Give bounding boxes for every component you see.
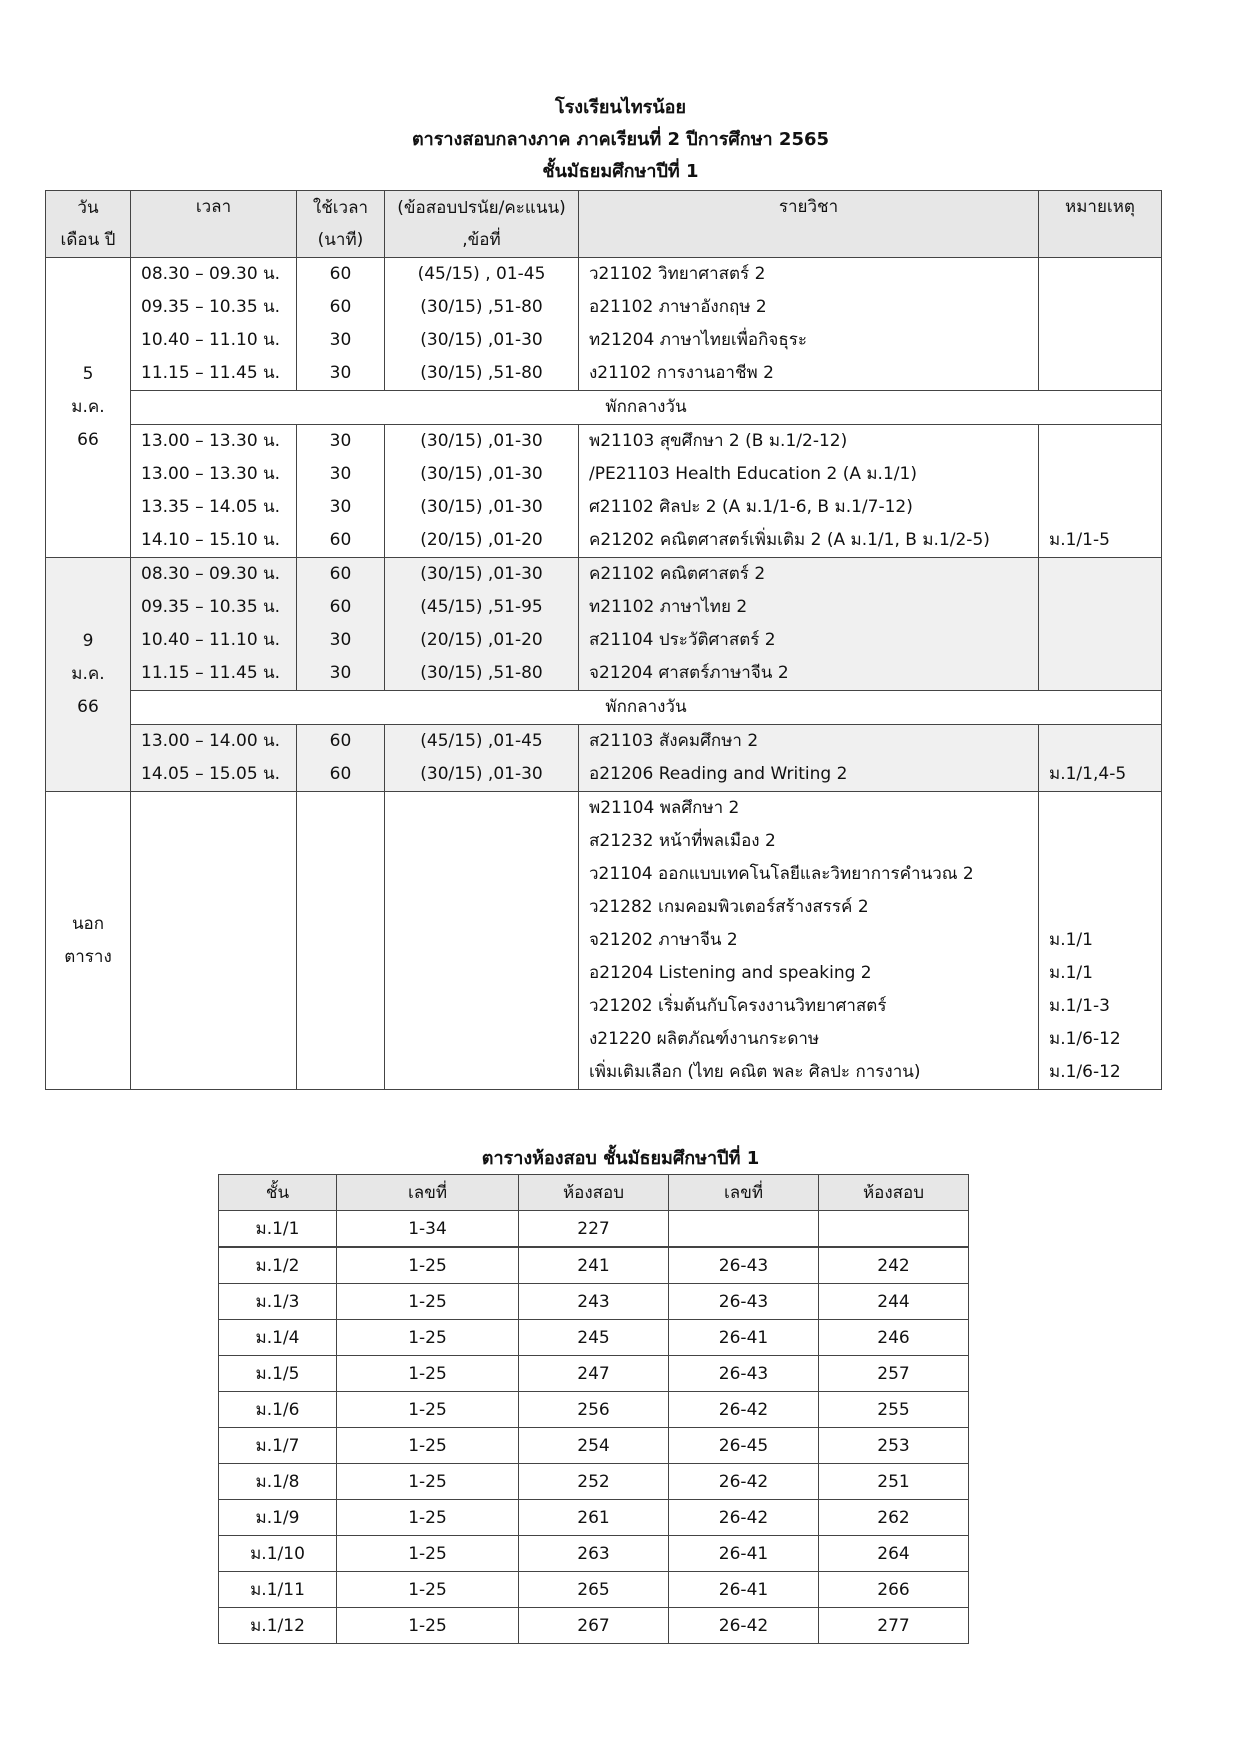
room-number-range-1: 1-34 bbox=[337, 1211, 519, 1248]
outside-note: ม.1/6-12 bbox=[1039, 1023, 1162, 1056]
room-number-range-1: 1-25 bbox=[337, 1284, 519, 1320]
exam-time: 11.15 – 11.45 น. bbox=[131, 657, 297, 691]
room-number-range-2: 26-45 bbox=[669, 1428, 819, 1464]
exam-time: 13.00 – 13.30 น. bbox=[131, 425, 297, 459]
exam-time: 08.30 – 09.30 น. bbox=[131, 558, 297, 592]
exam-note bbox=[1039, 725, 1162, 759]
outside-subject: ว21202 เริ่มต้นกับโครงงานวิทยาศาสตร์ bbox=[579, 990, 1039, 1023]
room-row bbox=[219, 1284, 969, 1320]
exam-room-table bbox=[218, 1174, 969, 1644]
room-class: ม.1/8 bbox=[219, 1464, 337, 1500]
exam-note bbox=[1039, 357, 1162, 391]
exam-row bbox=[46, 458, 1162, 491]
room-exam-room-2: 251 bbox=[819, 1464, 969, 1500]
exam-items: (45/15) , 01-45 bbox=[385, 258, 579, 292]
exam-subject: อ21206 Reading and Writing 2 bbox=[579, 758, 1039, 792]
room-exam-room-1: 252 bbox=[519, 1464, 669, 1500]
room-class: ม.1/4 bbox=[219, 1320, 337, 1356]
exam-note bbox=[1039, 558, 1162, 592]
outside-subject: ง21220 ผลิตภัณฑ์งานกระดาษ bbox=[579, 1023, 1039, 1056]
room-class: ม.1/10 bbox=[219, 1536, 337, 1572]
exam-time: 11.15 – 11.45 น. bbox=[131, 357, 297, 391]
exam-duration: 30 bbox=[297, 357, 385, 391]
outside-note bbox=[1039, 825, 1162, 858]
exam-row bbox=[46, 258, 1162, 292]
exam-items: (30/15) ,01-30 bbox=[385, 558, 579, 592]
exam-items: (30/15) ,51-80 bbox=[385, 291, 579, 324]
room-number-range-1: 1-25 bbox=[337, 1572, 519, 1608]
room-exam-room-2: 244 bbox=[819, 1284, 969, 1320]
exam-row bbox=[46, 758, 1162, 792]
room-number-range-1: 1-25 bbox=[337, 1464, 519, 1500]
room-exam-room-2: 253 bbox=[819, 1428, 969, 1464]
room-row bbox=[219, 1356, 969, 1392]
exam-subject: /PE21103 Health Education 2 (A ม.1/1) bbox=[579, 458, 1039, 491]
outside-label-1: นอก bbox=[71, 913, 105, 934]
room-number-range-1: 1-25 bbox=[337, 1392, 519, 1428]
room-row bbox=[219, 1428, 969, 1464]
room-row bbox=[219, 1464, 969, 1500]
room-table-title: ตารางห้องสอบ ชั้นมัธยมศึกษาปีที่ 1 bbox=[481, 1148, 760, 1169]
room-header-cell: เลขที่ bbox=[669, 1175, 819, 1211]
exam-subject: ง21102 การงานอาชีพ 2 bbox=[579, 357, 1039, 391]
day1-block bbox=[46, 258, 1162, 558]
exam-subject: ค21102 คณิตศาสตร์ 2 bbox=[579, 558, 1039, 592]
room-number-range-2: 26-42 bbox=[669, 1500, 819, 1536]
document-header bbox=[0, 92, 1241, 188]
room-class: ม.1/3 bbox=[219, 1284, 337, 1320]
exam-time: 14.10 – 15.10 น. bbox=[131, 524, 297, 558]
room-exam-room-2: 277 bbox=[819, 1608, 969, 1644]
room-exam-room-2: 264 bbox=[819, 1536, 969, 1572]
room-exam-room-2: 262 bbox=[819, 1500, 969, 1536]
room-header-row bbox=[219, 1175, 969, 1211]
outside-subject: เพิ่มเติมเลือก (ไทย คณิต พละ ศิลปะ การงาน) bbox=[579, 1056, 1039, 1090]
outside-subject: อ21204 Listening and speaking 2 bbox=[579, 957, 1039, 990]
outside-subject: ว21104 ออกแบบเทคโนโลยีและวิทยาการคำนวณ 2 bbox=[579, 858, 1039, 891]
room-exam-room-1: 245 bbox=[519, 1320, 669, 1356]
room-row bbox=[219, 1392, 969, 1428]
room-exam-room-1: 263 bbox=[519, 1536, 669, 1572]
exam-time: 09.35 – 10.35 น. bbox=[131, 591, 297, 624]
exam-note bbox=[1039, 425, 1162, 459]
exam-duration: 30 bbox=[297, 458, 385, 491]
room-exam-room-1: 227 bbox=[519, 1211, 669, 1248]
outside-subject: ส21232 หน้าที่พลเมือง 2 bbox=[579, 825, 1039, 858]
room-exam-room-2: 255 bbox=[819, 1392, 969, 1428]
exam-month: ม.ค. bbox=[71, 397, 105, 417]
room-row bbox=[219, 1211, 969, 1248]
exam-row bbox=[46, 591, 1162, 624]
exam-note bbox=[1039, 591, 1162, 624]
exam-time: 13.00 – 13.30 น. bbox=[131, 458, 297, 491]
exam-note: ม.1/1-5 bbox=[1039, 524, 1162, 558]
room-exam-room-1: 256 bbox=[519, 1392, 669, 1428]
lunch-break-row bbox=[46, 391, 1162, 425]
exam-items: (20/15) ,01-20 bbox=[385, 524, 579, 558]
room-exam-room-2: 266 bbox=[819, 1572, 969, 1608]
exam-items: (30/15) ,01-30 bbox=[385, 491, 579, 524]
room-header-cell: ชั้น bbox=[219, 1175, 337, 1211]
exam-day: 5 bbox=[82, 364, 94, 384]
exam-row bbox=[46, 657, 1162, 691]
exam-subject: จ21204 ศาสตร์ภาษาจีน 2 bbox=[579, 657, 1039, 691]
exam-note bbox=[1039, 324, 1162, 357]
outside-block bbox=[46, 792, 1162, 1090]
room-class: ม.1/1 bbox=[219, 1211, 337, 1248]
room-number-range-2: 26-42 bbox=[669, 1608, 819, 1644]
outside-schedule-label bbox=[46, 792, 131, 1090]
room-number-range-1: 1-25 bbox=[337, 1320, 519, 1356]
exam-note bbox=[1039, 258, 1162, 292]
exam-time: 14.05 – 15.05 น. bbox=[131, 758, 297, 792]
exam-row bbox=[46, 491, 1162, 524]
room-number-range-2: 26-42 bbox=[669, 1392, 819, 1428]
header-items: (ข้อสอบปรนัย/คะแนน) ,ข้อที่ bbox=[385, 191, 579, 258]
exam-items: (30/15) ,51-80 bbox=[385, 657, 579, 691]
outside-note: ม.1/1 bbox=[1039, 924, 1162, 957]
room-row bbox=[219, 1247, 969, 1284]
outside-note bbox=[1039, 858, 1162, 891]
exam-duration: 30 bbox=[297, 324, 385, 357]
room-number-range-2: 26-42 bbox=[669, 1464, 819, 1500]
exam-items: (30/15) ,01-30 bbox=[385, 758, 579, 792]
exam-subject: ว21102 วิทยาศาสตร์ 2 bbox=[579, 258, 1039, 292]
room-number-range-2: 26-41 bbox=[669, 1536, 819, 1572]
room-class: ม.1/7 bbox=[219, 1428, 337, 1464]
room-exam-room-1: 254 bbox=[519, 1428, 669, 1464]
exam-row bbox=[46, 558, 1162, 592]
outside-subject: จ21202 ภาษาจีน 2 bbox=[579, 924, 1039, 957]
outside-note: ม.1/6-12 bbox=[1039, 1056, 1162, 1090]
room-exam-room-2: 246 bbox=[819, 1320, 969, 1356]
exam-duration: 30 bbox=[297, 657, 385, 691]
room-header-cell: ห้องสอบ bbox=[819, 1175, 969, 1211]
room-class: ม.1/6 bbox=[219, 1392, 337, 1428]
exam-row bbox=[46, 524, 1162, 558]
room-class: ม.1/11 bbox=[219, 1572, 337, 1608]
room-class: ม.1/12 bbox=[219, 1608, 337, 1644]
room-exam-room-2: 242 bbox=[819, 1247, 969, 1284]
outside-note bbox=[1039, 891, 1162, 924]
exam-subject: ค21202 คณิตศาสตร์เพิ่มเติม 2 (A ม.1/1, B ม.1/2-5) bbox=[579, 524, 1039, 558]
exam-header-row bbox=[46, 191, 1162, 258]
lunch-break-row bbox=[46, 691, 1162, 725]
exam-items: (30/15) ,51-80 bbox=[385, 357, 579, 391]
room-exam-room-1: 247 bbox=[519, 1356, 669, 1392]
exam-subject: ท21204 ภาษาไทยเพื่อกิจธุระ bbox=[579, 324, 1039, 357]
outside-subject: พ21104 พลศึกษา 2 bbox=[579, 792, 1039, 826]
exam-subject: พ21103 สุขศึกษา 2 (B ม.1/2-12) bbox=[579, 425, 1039, 459]
exam-items: (30/15) ,01-30 bbox=[385, 425, 579, 459]
lunch-break-label: พักกลางวัน bbox=[131, 691, 1162, 725]
room-row bbox=[219, 1500, 969, 1536]
exam-subject: ศ21102 ศิลปะ 2 (A ม.1/1-6, B ม.1/7-12) bbox=[579, 491, 1039, 524]
exam-row bbox=[46, 357, 1162, 391]
room-number-range-1: 1-25 bbox=[337, 1356, 519, 1392]
room-number-range-1: 1-25 bbox=[337, 1428, 519, 1464]
exam-items: (20/15) ,01-20 bbox=[385, 624, 579, 657]
room-exam-room-2: 257 bbox=[819, 1356, 969, 1392]
empty-duration bbox=[297, 792, 385, 1090]
room-number-range-2: 26-41 bbox=[669, 1572, 819, 1608]
exam-note bbox=[1039, 458, 1162, 491]
room-exam-room-1: 241 bbox=[519, 1247, 669, 1284]
outside-note: ม.1/1 bbox=[1039, 957, 1162, 990]
exam-row bbox=[46, 324, 1162, 357]
outside-row bbox=[46, 792, 1162, 826]
room-exam-room-2 bbox=[819, 1211, 969, 1248]
exam-time: 13.35 – 14.05 น. bbox=[131, 491, 297, 524]
room-number-range-1: 1-25 bbox=[337, 1608, 519, 1644]
outside-note bbox=[1039, 792, 1162, 826]
exam-subject: ท21102 ภาษาไทย 2 bbox=[579, 591, 1039, 624]
exam-row bbox=[46, 291, 1162, 324]
exam-duration: 60 bbox=[297, 258, 385, 292]
exam-duration: 60 bbox=[297, 558, 385, 592]
exam-time: 08.30 – 09.30 น. bbox=[131, 258, 297, 292]
exam-time: 13.00 – 14.00 น. bbox=[131, 725, 297, 759]
exam-time: 10.40 – 11.10 น. bbox=[131, 324, 297, 357]
room-number-range-2: 26-41 bbox=[669, 1320, 819, 1356]
exam-row bbox=[46, 725, 1162, 759]
exam-duration: 60 bbox=[297, 725, 385, 759]
room-class: ม.1/2 bbox=[219, 1247, 337, 1284]
room-row bbox=[219, 1572, 969, 1608]
exam-duration: 60 bbox=[297, 291, 385, 324]
room-class: ม.1/5 bbox=[219, 1356, 337, 1392]
exam-row bbox=[46, 425, 1162, 459]
exam-note bbox=[1039, 291, 1162, 324]
exam-duration: 60 bbox=[297, 591, 385, 624]
room-number-range-2 bbox=[669, 1211, 819, 1248]
outside-subject: ว21282 เกมคอมพิวเตอร์สร้างสรรค์ 2 bbox=[579, 891, 1039, 924]
exam-subject: ส21103 สังคมศึกษา 2 bbox=[579, 725, 1039, 759]
exam-items: (45/15) ,01-45 bbox=[385, 725, 579, 759]
room-class: ม.1/9 bbox=[219, 1500, 337, 1536]
header-duration: ใช้เวลา (นาที) bbox=[297, 191, 385, 258]
room-row bbox=[219, 1608, 969, 1644]
day2-block bbox=[46, 558, 1162, 792]
room-rows bbox=[219, 1211, 969, 1644]
exam-items: (30/15) ,01-30 bbox=[385, 324, 579, 357]
exam-items: (45/15) ,51-95 bbox=[385, 591, 579, 624]
room-row bbox=[219, 1320, 969, 1356]
exam-schedule-table bbox=[45, 190, 1162, 1090]
room-header-cell: เลขที่ bbox=[337, 1175, 519, 1211]
room-number-range-1: 1-25 bbox=[337, 1500, 519, 1536]
exam-row bbox=[46, 624, 1162, 657]
exam-items: (30/15) ,01-30 bbox=[385, 458, 579, 491]
exam-subject: ส21104 ประวัติศาสตร์ 2 bbox=[579, 624, 1039, 657]
room-number-range-2: 26-43 bbox=[669, 1356, 819, 1392]
room-number-range-2: 26-43 bbox=[669, 1247, 819, 1284]
exam-duration: 60 bbox=[297, 524, 385, 558]
room-number-range-1: 1-25 bbox=[337, 1247, 519, 1284]
room-number-range-1: 1-25 bbox=[337, 1536, 519, 1572]
exam-year: 66 bbox=[77, 430, 99, 450]
header-time: เวลา bbox=[131, 191, 297, 258]
exam-year: 66 bbox=[77, 697, 99, 717]
empty-time bbox=[131, 792, 297, 1090]
room-exam-room-1: 265 bbox=[519, 1572, 669, 1608]
grade-level: ชั้นมัธยมศึกษาปีที่ 1 bbox=[542, 161, 699, 182]
exam-note bbox=[1039, 657, 1162, 691]
room-exam-room-1: 261 bbox=[519, 1500, 669, 1536]
lunch-break-label: พักกลางวัน bbox=[131, 391, 1162, 425]
exam-duration: 30 bbox=[297, 491, 385, 524]
exam-note bbox=[1039, 624, 1162, 657]
exam-month: ม.ค. bbox=[71, 664, 105, 684]
empty-items bbox=[385, 792, 579, 1090]
exam-time: 10.40 – 11.10 น. bbox=[131, 624, 297, 657]
exam-day: 9 bbox=[82, 631, 94, 651]
school-name: โรงเรียนไทรน้อย bbox=[554, 97, 687, 118]
outside-note: ม.1/1-3 bbox=[1039, 990, 1162, 1023]
exam-note: ม.1/1,4-5 bbox=[1039, 758, 1162, 792]
outside-label-2: ตาราง bbox=[64, 946, 112, 967]
exam-date-cell bbox=[46, 258, 131, 558]
header-subject: รายวิชา bbox=[579, 191, 1039, 258]
exam-time: 09.35 – 10.35 น. bbox=[131, 291, 297, 324]
exam-duration: 30 bbox=[297, 425, 385, 459]
room-row bbox=[219, 1536, 969, 1572]
exam-duration: 60 bbox=[297, 758, 385, 792]
room-number-range-2: 26-43 bbox=[669, 1284, 819, 1320]
exam-subject: อ21102 ภาษาอังกฤษ 2 bbox=[579, 291, 1039, 324]
header-date: วัน เดือน ปี bbox=[46, 191, 131, 258]
exam-date-cell bbox=[46, 558, 131, 792]
exam-duration: 30 bbox=[297, 624, 385, 657]
exam-note bbox=[1039, 491, 1162, 524]
room-header-cell: ห้องสอบ bbox=[519, 1175, 669, 1211]
room-exam-room-1: 243 bbox=[519, 1284, 669, 1320]
header-note: หมายเหตุ bbox=[1039, 191, 1162, 258]
document-title: ตารางสอบกลางภาค ภาคเรียนที่ 2 ปีการศึกษา 2565 bbox=[411, 129, 830, 150]
room-exam-room-1: 267 bbox=[519, 1608, 669, 1644]
